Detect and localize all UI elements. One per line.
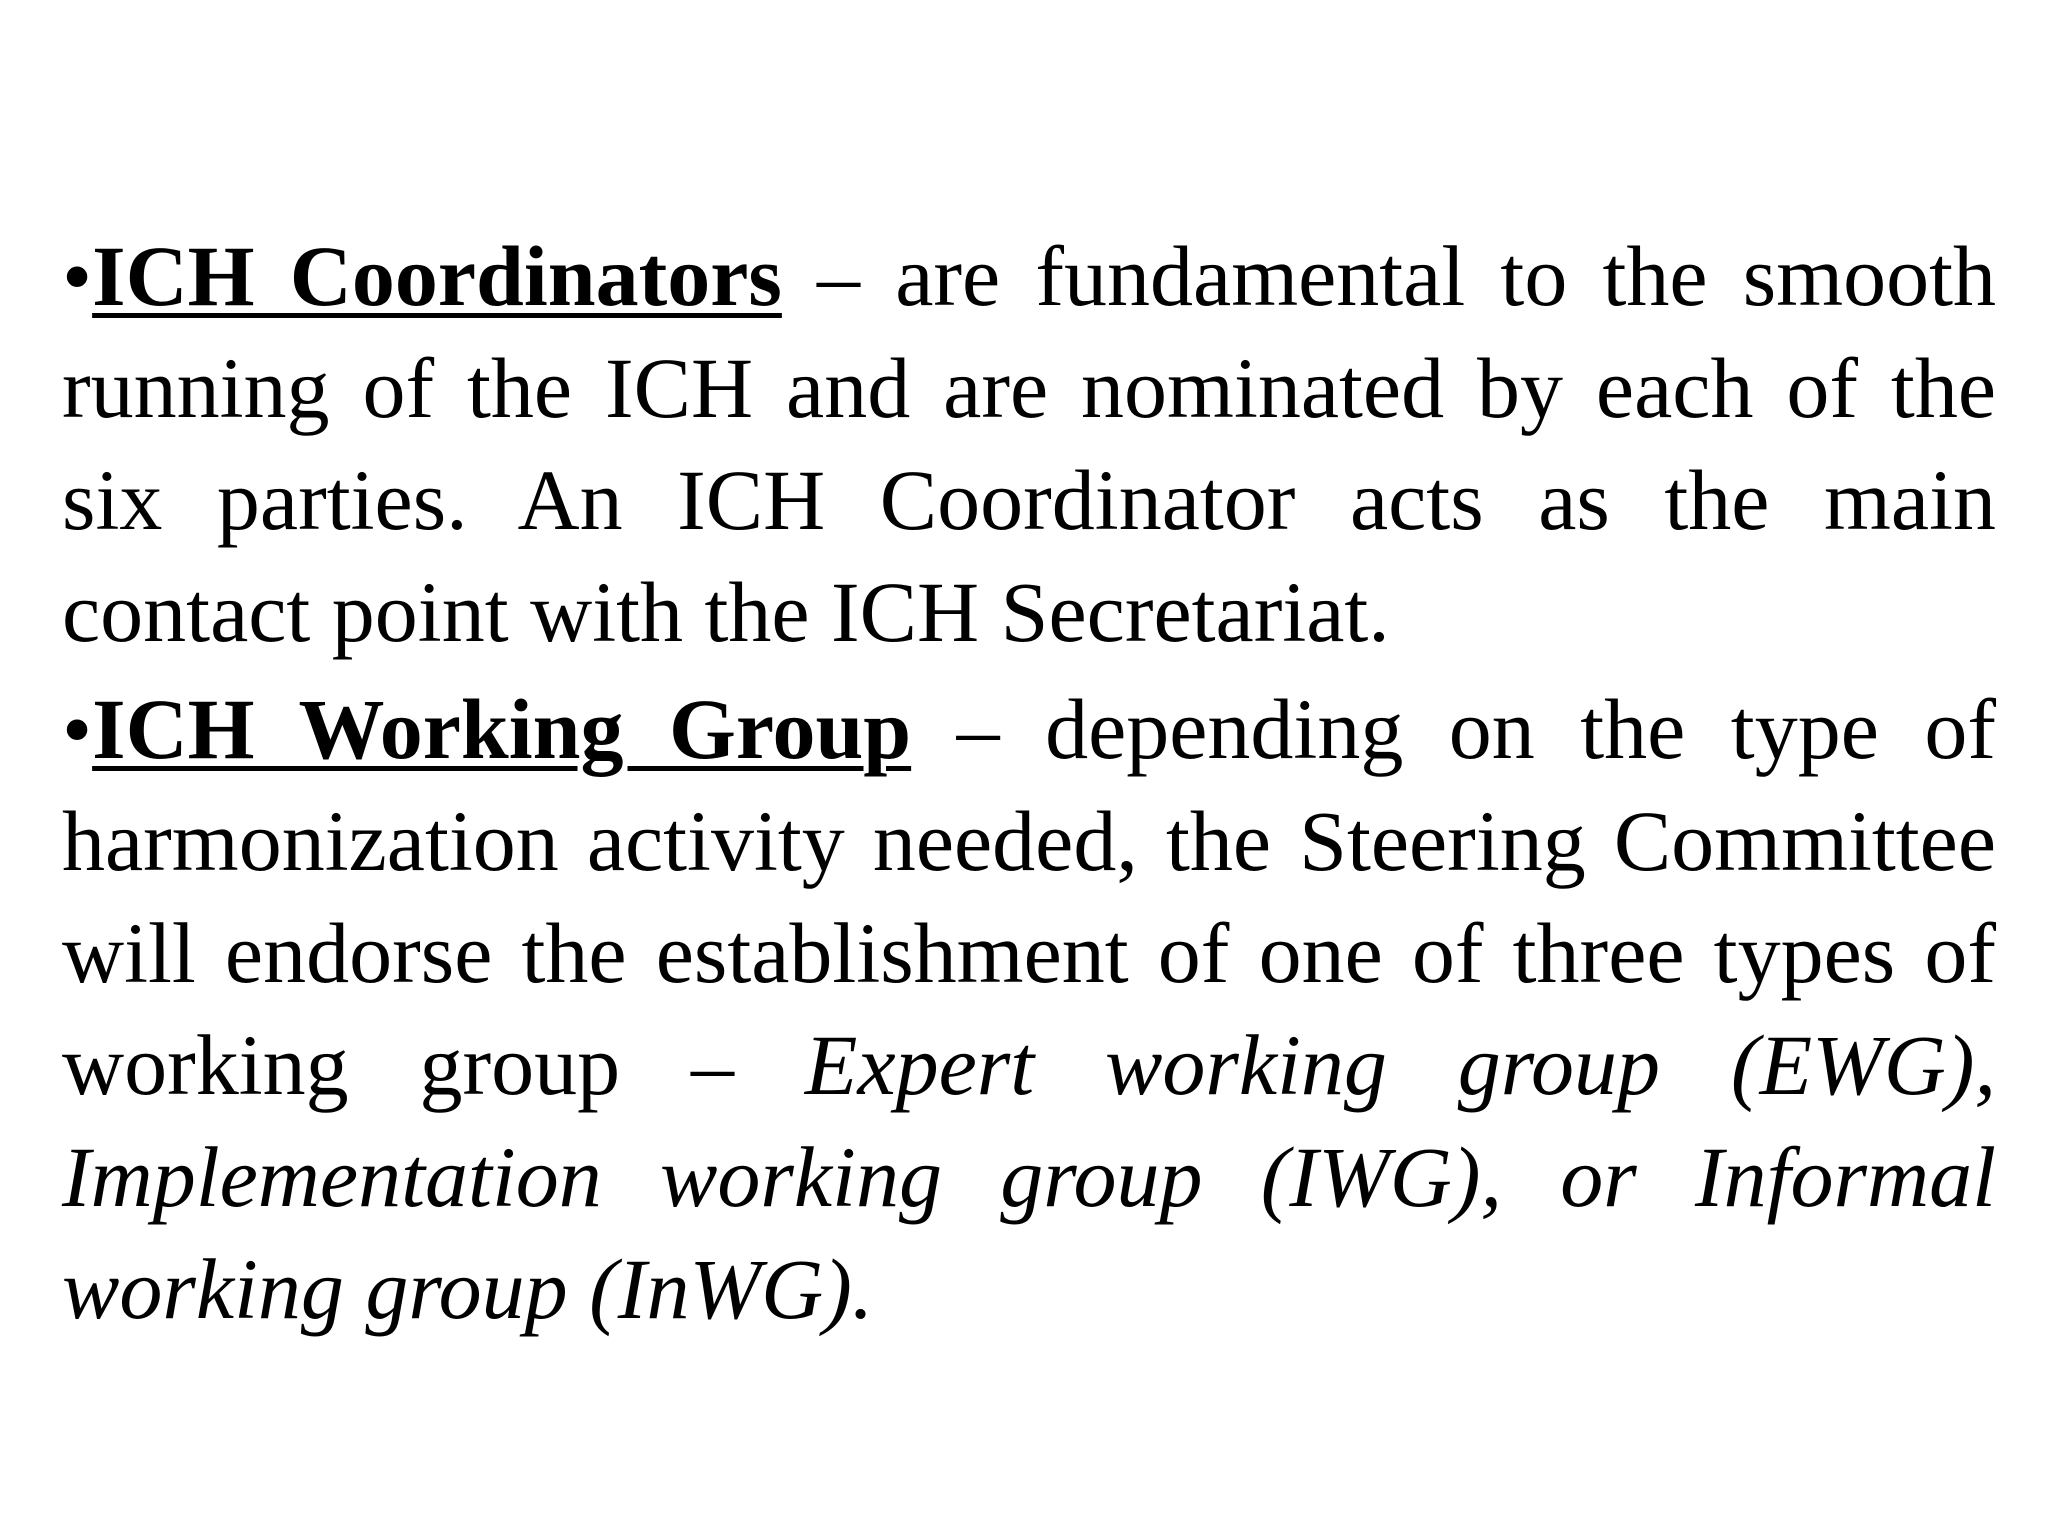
bullet-body-text: – depending on the type of harmonization activity needed, the Steering Committee will endorse the establishment of one of three types of working group – <box>62 681 1996 1113</box>
bullet-ich-coordinators <box>62 220 1996 668</box>
term-ich-coordinators: ICH Coordinators <box>92 228 782 324</box>
bullet-body-text: – are fundamental to the smooth running of the ICH and are nominated by each of the six parties. An ICH Coordinator acts as the main contact point with the ICH Secretariat. <box>62 228 1996 660</box>
working-group-types-text: Expert working group (EWG), Implementation working group (IWG), or Informal working group (InWG). <box>62 1017 1996 1337</box>
term-ich-working-group: ICH Working Group <box>92 681 912 777</box>
bullet-mark: • <box>62 681 93 777</box>
slide-content <box>62 220 1996 1350</box>
bullet-ich-working-group <box>62 673 1996 1345</box>
bullet-mark: • <box>62 228 93 324</box>
